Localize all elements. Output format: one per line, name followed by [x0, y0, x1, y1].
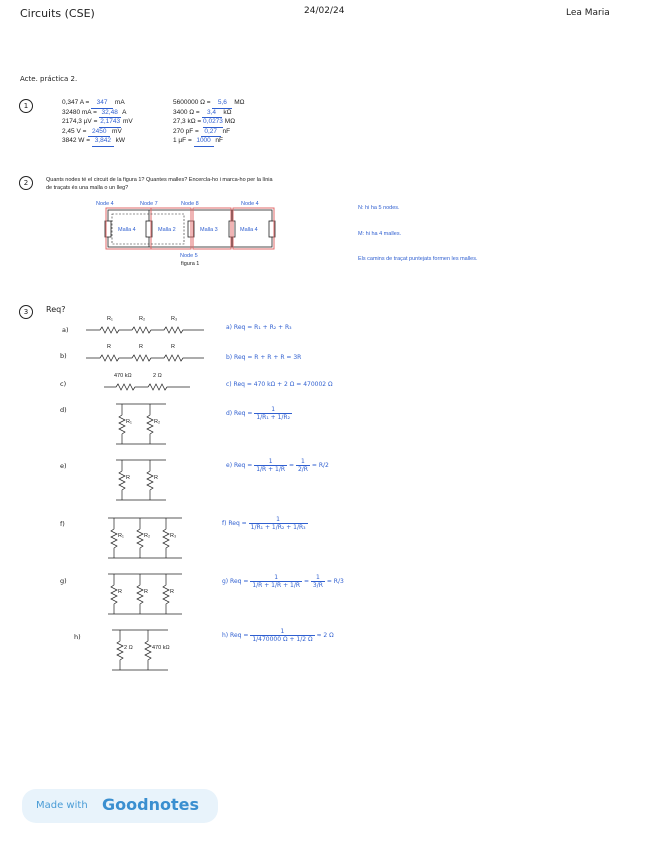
figure-caption: figura 1	[181, 261, 200, 267]
resistor-label: R₁	[118, 533, 124, 539]
node-label: Node 4	[241, 201, 259, 207]
resistor-label: R	[139, 344, 143, 350]
goodnotes-logo: Goodnotes	[102, 795, 199, 814]
question-1-number: 1	[19, 99, 33, 113]
unit-conversions-left	[62, 99, 133, 147]
answer-a: a) Req = R₁ + R₂ + R₃	[226, 324, 292, 331]
answer-f: f) Req = $\frac{1}{\text{1/R₁ + 1/R₂ + 1/R₃}}$	[222, 516, 306, 531]
item-letter: f)	[60, 520, 65, 528]
resistor-label: R₁	[126, 419, 132, 425]
parallel-circuit-e	[116, 458, 172, 502]
answer-g: g) Req = $\frac{1}{1/R + 1/R + 1/R}$ = $\frac{1}{3/R}$ = R/3	[222, 574, 344, 589]
item-letter: d)	[60, 406, 67, 414]
mesh-label: Malla 4	[118, 227, 136, 233]
resistor-label: R	[170, 589, 174, 595]
conversion-row: 0,347 A = 347 mA	[62, 99, 133, 109]
conversion-row: 3400 Ω = 3,4 kΩ	[173, 109, 244, 119]
resistor-label: R₃	[170, 533, 177, 539]
answer-c: c) Req = 470 kΩ + 2 Ω = 470002 Ω	[226, 381, 333, 388]
item-letter: e)	[60, 462, 67, 470]
node-label: Node 7	[140, 201, 158, 207]
question-2-text-line2: de traçats és una malla o un lleg?	[46, 185, 129, 191]
unit-conversions-right	[173, 99, 244, 147]
made-with-text: Made with	[36, 800, 88, 811]
answer-h: h) Req = $\frac{1}{1/470000 \Omega + 1/2 \Omega}$ ≈ 2 Ω	[222, 628, 334, 643]
resistor-label: 2 Ω	[153, 373, 162, 379]
conversion-row: 27,3 kΩ = 0,0273 MΩ	[173, 118, 244, 128]
node-label: Node 4	[96, 201, 114, 207]
mesh-label: Malla 4	[240, 227, 258, 233]
resistor-label: R	[118, 589, 122, 595]
goodnotes-badge[interactable]	[22, 789, 218, 823]
series-circuit-c	[104, 379, 194, 393]
question-2-number: 2	[19, 176, 33, 190]
question-3-number: 3	[19, 305, 33, 319]
series-circuit-a	[86, 322, 206, 336]
answer-nodes: N: hi ha 5 nodes.	[358, 205, 400, 211]
conversion-row: 3842 W = 3,842 kW	[62, 137, 133, 147]
mesh-label: Malla 2	[158, 227, 176, 233]
conversion-row: 2,45 V = 2450 mV	[62, 128, 133, 138]
parallel-circuit-d	[116, 402, 172, 446]
answer-note: Els camins de traçat puntejats formen les malles.	[358, 256, 478, 262]
resistor-label: R₃	[171, 316, 178, 322]
node-label-bottom: Node 5	[180, 253, 198, 259]
answer-e: e) Req = $\frac{1}{1/R + 1/R}$ = $\frac{1}{2/R}$ = R/2	[226, 458, 329, 473]
resistor-label: R₂	[139, 316, 146, 322]
conversion-row: 32480 mA = 32,48 A	[62, 109, 133, 119]
answer-d: d) Req = $\frac{1}{\text{1/R₁ + 1/R₂}}$	[226, 406, 290, 421]
resistor-label: R	[126, 475, 130, 481]
answer-meshes: M: hi ha 4 malles.	[358, 231, 402, 237]
header-author: Lea Maria	[566, 8, 610, 18]
mesh-label: Malla 3	[200, 227, 218, 233]
item-letter: b)	[60, 352, 67, 360]
resistor-label: R	[154, 475, 158, 481]
resistor-label: R₂	[154, 419, 161, 425]
header-date: 24/02/24	[304, 6, 345, 16]
resistor-label: R	[144, 589, 148, 595]
header-subject: Circuits (CSE)	[20, 7, 95, 20]
question-3-title: Req?	[46, 305, 66, 314]
resistor-label: R₂	[144, 533, 151, 539]
item-letter: g)	[60, 577, 67, 585]
item-letter: c)	[60, 380, 67, 388]
node-label: Node 8	[181, 201, 199, 207]
conversion-row: 5600000 Ω = 5,6 MΩ	[173, 99, 244, 109]
resistor-label: R₁	[107, 316, 113, 322]
activity-title: Acte. práctica 2.	[20, 75, 78, 83]
conversion-row: 1 µF = 1000 nF	[173, 137, 244, 147]
answer-b: b) Req = R + R + R = 3R	[226, 354, 302, 361]
resistor-label: R	[171, 344, 175, 350]
resistor-label: 2 Ω	[124, 645, 133, 651]
series-circuit-b	[86, 350, 206, 364]
resistor-label: 470 kΩ	[114, 373, 132, 379]
conversion-row: 2174,3 µV = 2,1743 mV	[62, 118, 133, 128]
resistor-label: 470 kΩ	[152, 645, 170, 651]
item-letter: h)	[74, 633, 81, 641]
conversion-row: 270 pF = 0,27 nF	[173, 128, 244, 138]
resistor-label: R	[107, 344, 111, 350]
question-2-text-line1: Quants nodes té el circuit de la figura 1? Quantes malles? Encercla-ho i marca-ho per la línia	[46, 177, 273, 183]
item-letter: a)	[62, 326, 69, 334]
